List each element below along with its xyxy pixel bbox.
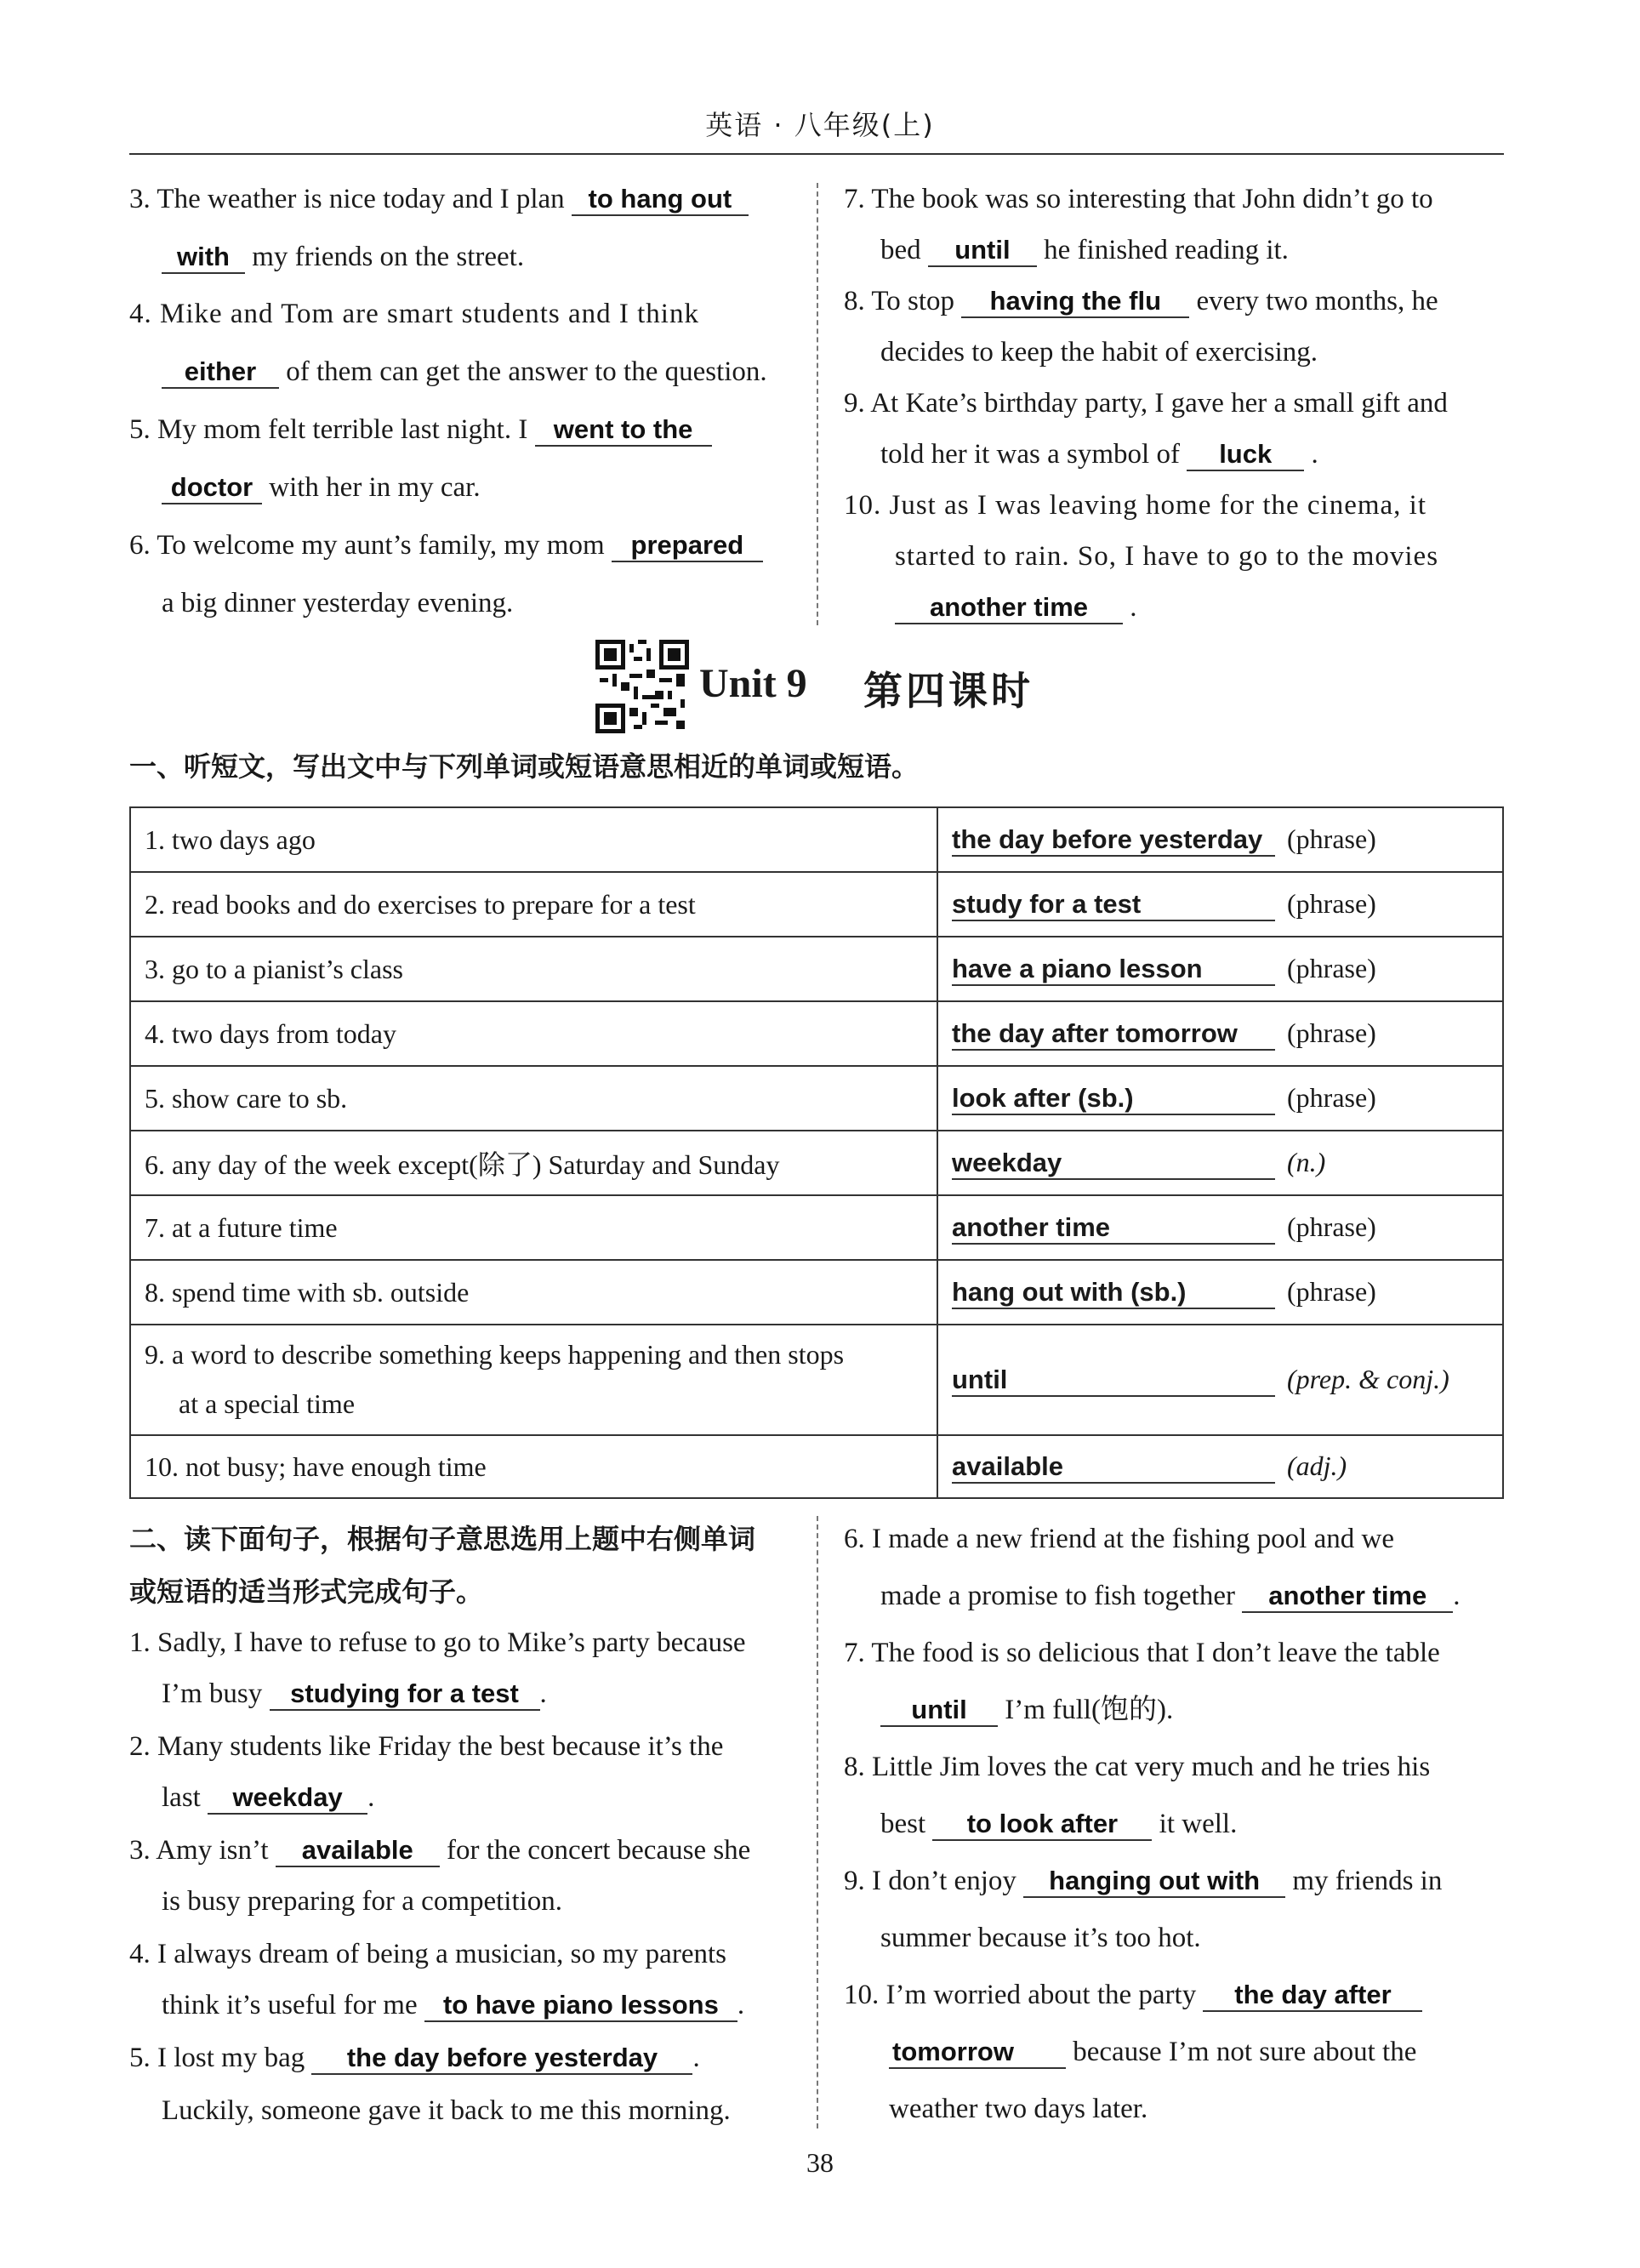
sentence-6-line2: made a promise to fish together another time .	[880, 1580, 1460, 1614]
answer-blank[interactable]: available	[952, 1451, 1275, 1484]
table-cell-answer	[937, 937, 1503, 1001]
table-cell-question: 8. spend time with sb. outside	[130, 1260, 937, 1325]
page-number: 38	[806, 2147, 834, 2178]
exercise-6: 6. To welcome my aunt’s family, my mom prepared	[129, 529, 763, 563]
exercise-4-line2: either of them can get the answer to the question.	[162, 356, 767, 390]
exercise-5: 5. My mom felt terrible last night. I went to the	[129, 413, 712, 447]
sentence-10-line2: tomorrow because I’m not sure about the	[889, 2036, 1416, 2070]
sentence-8: 8. Little Jim loves the cat very much and he tries his	[844, 1752, 1431, 1782]
exercise-10: 10. Just as I was leaving home for the cinema, it	[844, 490, 1427, 521]
exercise-6-line2: a big dinner yesterday evening.	[162, 588, 514, 618]
sentence-7-line2: until I’m full(饱的).	[880, 1694, 1173, 1728]
exercise-4: 4. Mike and Tom are smart students and I think	[129, 299, 699, 329]
answer-blank[interactable]: the day after tomorrow	[952, 1018, 1275, 1051]
answer-blank[interactable]: the day before yesterday	[311, 2042, 692, 2075]
exercise-10-line2: started to rain. So, I have to go to the movies	[895, 541, 1439, 572]
section2-heading: 二、读下面句子，根据句子意思选用上题中右侧单词	[129, 1523, 756, 1555]
column-divider-top	[817, 183, 818, 625]
answer-blank[interactable]: luck	[1187, 438, 1304, 471]
exercise-8: 8. To stop having the flu every two months, he	[844, 285, 1438, 319]
table-row	[130, 1325, 1503, 1435]
sentence-3-line2: is busy preparing for a competition.	[162, 1886, 563, 1917]
lesson-title: 第四课时	[863, 668, 1034, 714]
answer-blank[interactable]: to have piano lessons	[424, 1989, 737, 2022]
sentence-2-line2: last weekday .	[162, 1781, 374, 1815]
part-of-speech: (adj.)	[1287, 1450, 1347, 1481]
exercise-9: 9. At Kate’s birthday party, I gave her a small gift and	[844, 388, 1448, 419]
answer-blank[interactable]: to look after	[932, 1808, 1152, 1841]
sentence-4-line2: think it’s useful for me to have piano lessons .	[162, 1989, 744, 2023]
exercise-5-line2: doctor with her in my car.	[162, 471, 481, 505]
answer-blank[interactable]: another time	[1242, 1580, 1453, 1613]
answer-blank[interactable]: available	[276, 1834, 440, 1867]
table-cell-answer	[937, 807, 1503, 872]
table-cell-question: 6. any day of the week except(除了) Saturday and Sunday	[130, 1131, 937, 1195]
exercise-7: 7. The book was so interesting that John didn’t go to	[844, 184, 1433, 214]
answer-blank[interactable]: having the flu	[961, 285, 1189, 318]
part-of-speech: (phrase)	[1287, 1211, 1376, 1242]
table-cell-question: 4. two days from today	[130, 1001, 937, 1066]
table-cell-question: 5. show care to sb.	[130, 1066, 937, 1131]
answer-blank[interactable]: another time	[895, 591, 1123, 624]
part-of-speech: (prep. & conj.)	[1287, 1363, 1449, 1394]
answer-blank[interactable]: until	[952, 1365, 1275, 1397]
sentence-6: 6. I made a new friend at the fishing pool and we	[844, 1524, 1394, 1554]
page-header: 英语 · 八年级(上)	[705, 109, 935, 141]
table-cell-answer	[937, 1001, 1503, 1066]
table-cell-answer	[937, 1131, 1503, 1195]
answer-blank[interactable]: until	[880, 1694, 998, 1727]
answer-blank[interactable]: tomorrow	[889, 2036, 1066, 2069]
table-cell-answer	[937, 1195, 1503, 1260]
sentence-1: 1. Sadly, I have to refuse to go to Mike’s party because	[129, 1627, 746, 1658]
answer-blank[interactable]: went to the	[535, 413, 712, 447]
part-of-speech: (phrase)	[1287, 1275, 1376, 1307]
table-cell-answer	[937, 1066, 1503, 1131]
table-row	[130, 1435, 1503, 1498]
sentence-1-line2: I’m busy studying for a test .	[162, 1678, 547, 1712]
table-cell-question: 9. a word to describe something keeps happening and then stops at a special time	[130, 1325, 937, 1435]
table-cell-question: 1. two days ago	[130, 807, 937, 872]
table-row	[130, 1001, 1503, 1066]
table-cell-question: 10. not busy; have enough time	[130, 1435, 937, 1498]
answer-blank[interactable]: have a piano lesson	[952, 954, 1275, 986]
part-of-speech: (n.)	[1287, 1146, 1326, 1177]
unit-title: Unit 9	[699, 661, 807, 706]
answer-blank[interactable]: hanging out with	[1023, 1865, 1285, 1898]
table-cell-question: 2. read books and do exercises to prepare for a test	[130, 872, 937, 937]
answer-blank[interactable]: until	[928, 234, 1037, 267]
qr-code-icon[interactable]	[595, 640, 689, 733]
answer-blank[interactable]: with	[162, 241, 245, 274]
table-cell-answer	[937, 1260, 1503, 1325]
table-row	[130, 872, 1503, 937]
sentence-10-line3: weather two days later.	[889, 2094, 1148, 2124]
answer-blank[interactable]: the day after	[1203, 1979, 1422, 2012]
answer-blank[interactable]: study for a test	[952, 889, 1275, 921]
answer-blank[interactable]: hang out with (sb.)	[952, 1277, 1275, 1309]
exercise-10-line3: another time .	[895, 591, 1137, 625]
table-row	[130, 1066, 1503, 1131]
exercise-3-line2: with my friends on the street.	[162, 241, 524, 275]
sentence-8-line2: best to look after it well.	[880, 1808, 1237, 1842]
exercise-7-line2: bed until he finished reading it.	[880, 234, 1289, 268]
sentence-5: 5. I lost my bag the day before yesterday .	[129, 2042, 700, 2076]
table-cell-answer	[937, 1325, 1503, 1435]
exercise-9-line2: told her it was a symbol of luck .	[880, 438, 1318, 472]
sentence-2: 2. Many students like Friday the best because it’s the	[129, 1731, 724, 1762]
sentence-7: 7. The food is so delicious that I don’t leave the table	[844, 1638, 1440, 1668]
part-of-speech: (phrase)	[1287, 1081, 1376, 1113]
part-of-speech: (phrase)	[1287, 887, 1376, 919]
sentence-4: 4. I always dream of being a musician, so my parents	[129, 1939, 726, 1969]
sentence-9-line2: summer because it’s too hot.	[880, 1923, 1201, 1953]
table-row	[130, 807, 1503, 872]
part-of-speech: (phrase)	[1287, 1017, 1376, 1048]
table-row	[130, 1260, 1503, 1325]
table-cell-answer	[937, 872, 1503, 937]
answer-blank[interactable]: doctor	[162, 471, 262, 504]
answer-blank[interactable]: prepared	[612, 529, 763, 562]
answer-blank[interactable]: another time	[952, 1212, 1275, 1245]
table-cell-question: 7. at a future time	[130, 1195, 937, 1260]
section2-heading-line2: 或短语的适当形式完成句子。	[129, 1576, 484, 1608]
sentence-10: 10. I’m worried about the party the day after	[844, 1979, 1422, 2013]
answer-blank[interactable]: the day before yesterday	[952, 824, 1275, 857]
answer-blank[interactable]: studying for a test	[270, 1678, 540, 1711]
table-cell-question: 3. go to a pianist’s class	[130, 937, 937, 1001]
answer-blank[interactable]: look after (sb.)	[952, 1083, 1275, 1115]
table-row	[130, 937, 1503, 1001]
answer-blank[interactable]: weekday	[208, 1781, 367, 1815]
part-of-speech: (phrase)	[1287, 823, 1376, 854]
answer-blank[interactable]: either	[162, 356, 279, 389]
exercise-3: 3. The weather is nice today and I plan to hang out	[129, 183, 749, 217]
sentence-3: 3. Amy isn’t available for the concert because she	[129, 1834, 750, 1868]
column-divider-bottom	[817, 1516, 818, 2128]
section1-heading: 一、听短文，写出文中与下列单词或短语意思相近的单词或短语。	[129, 750, 920, 783]
sentence-9: 9. I don’t enjoy hanging out with my friends in	[844, 1865, 1442, 1899]
part-of-speech: (phrase)	[1287, 952, 1376, 983]
answer-blank[interactable]: weekday	[952, 1148, 1275, 1180]
table-row	[130, 1131, 1503, 1195]
vocabulary-table	[129, 806, 1504, 1499]
table-row	[130, 1195, 1503, 1260]
sentence-5-line2: Luckily, someone gave it back to me this morning.	[162, 2095, 731, 2126]
table-cell-answer	[937, 1435, 1503, 1498]
answer-blank[interactable]: to hang out	[572, 183, 749, 216]
exercise-8-line2: decides to keep the habit of exercising.	[880, 337, 1318, 368]
header-divider	[129, 153, 1504, 155]
